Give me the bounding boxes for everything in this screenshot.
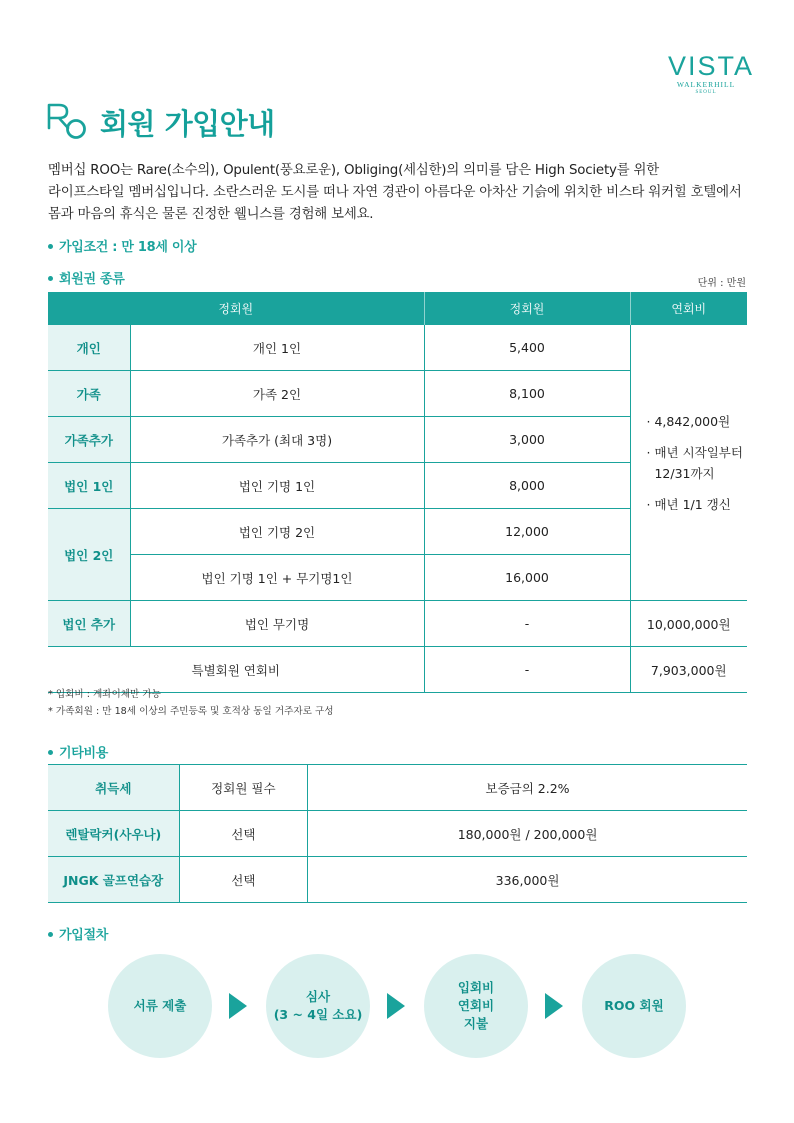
row-price: 8,100 bbox=[424, 371, 630, 417]
arrow-right-icon bbox=[387, 993, 405, 1019]
row-category: 법인 추가 bbox=[48, 601, 130, 647]
step-line: 입회비 bbox=[457, 980, 495, 995]
bullet-icon bbox=[48, 750, 53, 755]
table-row bbox=[48, 857, 747, 903]
row-category: 가족추가 bbox=[48, 417, 130, 463]
row-price: 8,000 bbox=[424, 463, 630, 509]
column-header: 정회원 bbox=[48, 292, 424, 325]
process-step bbox=[582, 954, 686, 1058]
row-desc: 법인 무기명 bbox=[130, 601, 424, 647]
bullet-icon bbox=[48, 932, 53, 937]
annual-fee-line: · 매년 시작일부터 bbox=[646, 444, 743, 460]
annual-fee-cell bbox=[630, 325, 747, 601]
table-row bbox=[48, 811, 747, 857]
other-costs-text: 기타비용 bbox=[59, 746, 109, 761]
process-section-text: 가입절차 bbox=[59, 928, 109, 943]
row-fee: 10,000,000원 bbox=[630, 601, 747, 647]
process-heading bbox=[48, 924, 108, 943]
row-price: - bbox=[424, 601, 630, 647]
row-desc: 가족 2인 bbox=[130, 371, 424, 417]
column-header: 연회비 bbox=[630, 292, 747, 325]
row-desc: 법인 기명 1인 bbox=[130, 463, 424, 509]
roo-logo-icon bbox=[46, 102, 90, 142]
intro-line: 라이프스타일 멤버십입니다. 소란스러운 도시를 떠나 자연 경관이 아름다운 아차산 기슭에 위치한 비스타 워커힐 호텔에서 bbox=[48, 185, 742, 200]
other-costs-table bbox=[48, 764, 747, 903]
row-category: 법인 1인 bbox=[48, 463, 130, 509]
arrow-right-icon bbox=[545, 993, 563, 1019]
cost-item: 취득세 bbox=[48, 765, 179, 811]
row-price: - bbox=[424, 647, 630, 693]
condition-heading bbox=[48, 236, 196, 255]
row-price: 5,400 bbox=[424, 325, 630, 371]
table-row bbox=[48, 765, 747, 811]
step-line: 심사 bbox=[305, 989, 331, 1004]
page-title: 회원 가입안내 bbox=[100, 106, 275, 141]
intro-line: 멤버십 ROO는 Rare(소수의), Opulent(풍요로운), Obliging(세심한)의 의미를 담은 High Society를 위한 bbox=[48, 163, 660, 178]
row-desc: 법인 기명 1인 + 무기명1인 bbox=[130, 555, 424, 601]
bullet-icon bbox=[48, 276, 53, 281]
process-step bbox=[108, 954, 212, 1058]
step-line: 지불 bbox=[463, 1016, 489, 1031]
cost-type: 정회원 필수 bbox=[179, 765, 308, 811]
step-line: (3 ~ 4일 소요) bbox=[273, 1007, 363, 1022]
membership-table bbox=[48, 292, 747, 693]
row-category: 가족 bbox=[48, 371, 130, 417]
row-category: 특별회원 연회비 bbox=[48, 647, 424, 693]
step-line: 서류 제출 bbox=[133, 998, 187, 1013]
process-step bbox=[424, 954, 528, 1058]
process-step bbox=[266, 954, 370, 1058]
table-row bbox=[48, 325, 747, 371]
row-desc: 개인 1인 bbox=[130, 325, 424, 371]
row-price: 12,000 bbox=[424, 509, 630, 555]
annual-fee-line: · 4,842,000원 bbox=[646, 413, 731, 429]
condition-text: 가입조건 : 만 18세 이상 bbox=[59, 240, 197, 255]
row-fee: 7,903,000원 bbox=[630, 647, 747, 693]
cost-item: 렌탈락커(사우나) bbox=[48, 811, 179, 857]
logo-main: VISTA bbox=[668, 51, 755, 81]
row-desc: 가족추가 (최대 3명) bbox=[130, 417, 424, 463]
step-line: ROO 회원 bbox=[604, 998, 664, 1013]
membership-section-text: 회원권 종류 bbox=[59, 272, 125, 287]
row-category: 개인 bbox=[48, 325, 130, 371]
cost-item: JNGK 골프연습장 bbox=[48, 857, 179, 903]
row-category: 법인 2인 bbox=[48, 509, 130, 601]
table-row bbox=[48, 601, 747, 647]
row-desc: 법인 기명 2인 bbox=[130, 509, 424, 555]
logo-sub: WALKERHILL bbox=[676, 80, 736, 89]
vista-logo bbox=[668, 51, 755, 96]
process-flow bbox=[108, 954, 686, 1058]
annual-fee-line: · 매년 1/1 갱신 bbox=[646, 496, 731, 512]
footnotes bbox=[48, 686, 333, 720]
other-costs-heading bbox=[48, 742, 108, 761]
row-price: 16,000 bbox=[424, 555, 630, 601]
logo-sub2: SEOUL bbox=[695, 90, 717, 95]
column-header: 정회원 bbox=[424, 292, 630, 325]
arrow-right-icon bbox=[229, 993, 247, 1019]
cost-price: 보증금의 2.2% bbox=[308, 765, 747, 811]
page-heading bbox=[46, 100, 275, 144]
unit-label: 단위 : 만원 bbox=[697, 278, 746, 289]
membership-section-heading bbox=[48, 268, 125, 287]
annual-fee-line: 12/31까지 bbox=[646, 465, 715, 481]
row-price: 3,000 bbox=[424, 417, 630, 463]
cost-price: 336,000원 bbox=[308, 857, 747, 903]
cost-type: 선택 bbox=[179, 811, 308, 857]
intro-line: 몸과 마음의 휴식은 물론 진정한 웰니스를 경험해 보세요. bbox=[48, 207, 374, 222]
cost-price: 180,000원 / 200,000원 bbox=[308, 811, 747, 857]
bullet-icon bbox=[48, 244, 53, 249]
footnote: * 입회비 : 계좌이체만 가능 bbox=[48, 689, 161, 700]
cost-type: 선택 bbox=[179, 857, 308, 903]
footnote: * 가족회원 : 만 18세 이상의 주민등록 및 호적상 동일 거주자로 구성 bbox=[48, 706, 334, 717]
step-line: 연회비 bbox=[457, 998, 495, 1013]
intro-text bbox=[48, 160, 758, 226]
